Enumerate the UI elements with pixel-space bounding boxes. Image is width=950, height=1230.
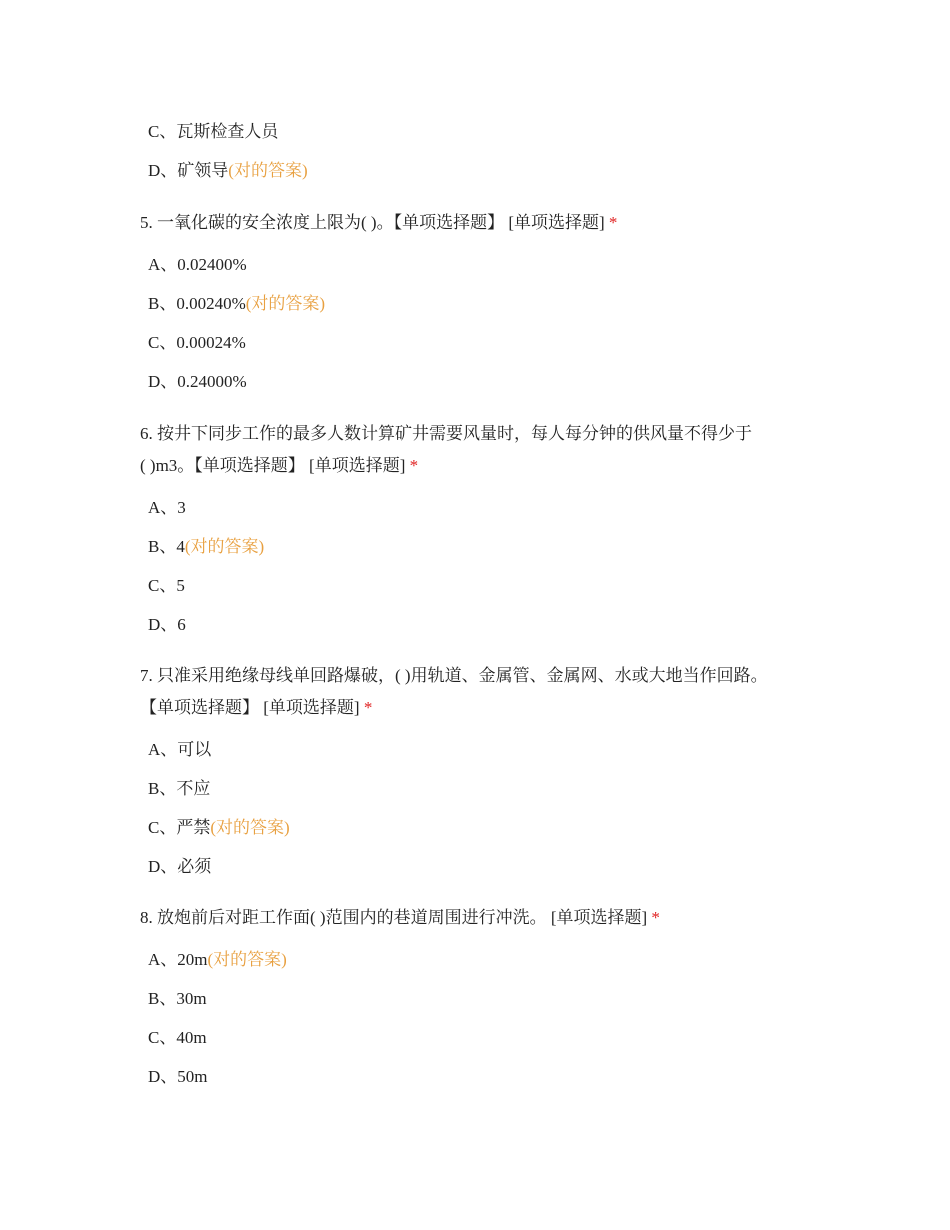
option-text: C、瓦斯检查人员 bbox=[148, 122, 279, 141]
q5-option-a bbox=[148, 254, 247, 276]
question-7-title-cont bbox=[140, 697, 372, 719]
q7-option-c bbox=[148, 817, 290, 839]
option-text: A、0.02400% bbox=[148, 255, 247, 274]
question-text: 7. 只准采用绝缘母线单回路爆破，( )用轨道、金属管、金属网、水或大地当作回路。 bbox=[140, 666, 768, 685]
option-text: A、3 bbox=[148, 498, 186, 517]
required-asterisk: * bbox=[651, 908, 660, 927]
option-d bbox=[148, 160, 308, 182]
question-text: 【单项选择题】 [单项选择题] bbox=[140, 698, 360, 717]
question-6-title bbox=[140, 423, 752, 445]
q6-option-b bbox=[148, 536, 264, 558]
q6-option-c bbox=[148, 575, 185, 597]
option-text: B、不应 bbox=[148, 779, 211, 798]
option-text: C、0.00024% bbox=[148, 333, 246, 352]
q5-option-d bbox=[148, 371, 247, 393]
correct-answer-marker: (对的答案) bbox=[207, 950, 287, 969]
q6-option-a bbox=[148, 497, 186, 519]
option-text: D、矿领导 bbox=[148, 161, 229, 180]
option-c bbox=[148, 121, 278, 143]
question-text: 6. 按井下同步工作的最多人数计算矿井需要风量时，每人每分钟的供风量不得少于 bbox=[140, 424, 752, 443]
option-text: D、0.24000% bbox=[148, 372, 247, 391]
q5-option-b bbox=[148, 293, 325, 315]
option-text: C、40m bbox=[148, 1028, 207, 1047]
q8-option-d bbox=[148, 1066, 208, 1088]
required-asterisk: * bbox=[363, 698, 373, 717]
q8-option-b bbox=[148, 988, 207, 1010]
question-5-title bbox=[140, 212, 617, 234]
option-text: B、0.00240% bbox=[148, 294, 246, 313]
option-text: B、4 bbox=[148, 537, 185, 556]
q8-option-a bbox=[148, 949, 287, 971]
correct-answer-marker: (对的答案) bbox=[210, 818, 290, 837]
required-asterisk: * bbox=[409, 456, 419, 475]
q7-option-d bbox=[148, 856, 211, 878]
option-text: B、30m bbox=[148, 989, 207, 1008]
q5-option-c bbox=[148, 332, 246, 354]
question-text: ( )m3。【单项选择题】 [单项选择题] bbox=[140, 456, 406, 475]
q7-option-a bbox=[148, 739, 211, 761]
question-text: 5. 一氧化碳的安全浓度上限为( )。【单项选择题】 [单项选择题] bbox=[140, 213, 605, 232]
question-8-title bbox=[140, 907, 660, 929]
correct-answer-marker: (对的答案) bbox=[184, 537, 265, 556]
correct-answer-marker: (对的答案) bbox=[228, 161, 308, 180]
option-text: D、50m bbox=[148, 1067, 208, 1086]
question-text: 8. 放炮前后对距工作面( )范围内的巷道周围进行冲洗。 [单项选择题] bbox=[140, 908, 648, 927]
option-text: C、严禁 bbox=[148, 818, 211, 837]
q6-option-d bbox=[148, 614, 186, 636]
option-text: D、6 bbox=[148, 615, 186, 634]
required-asterisk: * bbox=[608, 213, 618, 232]
correct-answer-marker: (对的答案) bbox=[245, 294, 326, 313]
option-text: C、5 bbox=[148, 576, 185, 595]
question-6-title-cont bbox=[140, 455, 418, 477]
option-text: D、必须 bbox=[148, 857, 212, 876]
q8-option-c bbox=[148, 1027, 207, 1049]
q7-option-b bbox=[148, 778, 210, 800]
option-text: A、可以 bbox=[148, 740, 212, 759]
question-7-title bbox=[140, 665, 768, 687]
option-text: A、20m bbox=[148, 950, 208, 969]
